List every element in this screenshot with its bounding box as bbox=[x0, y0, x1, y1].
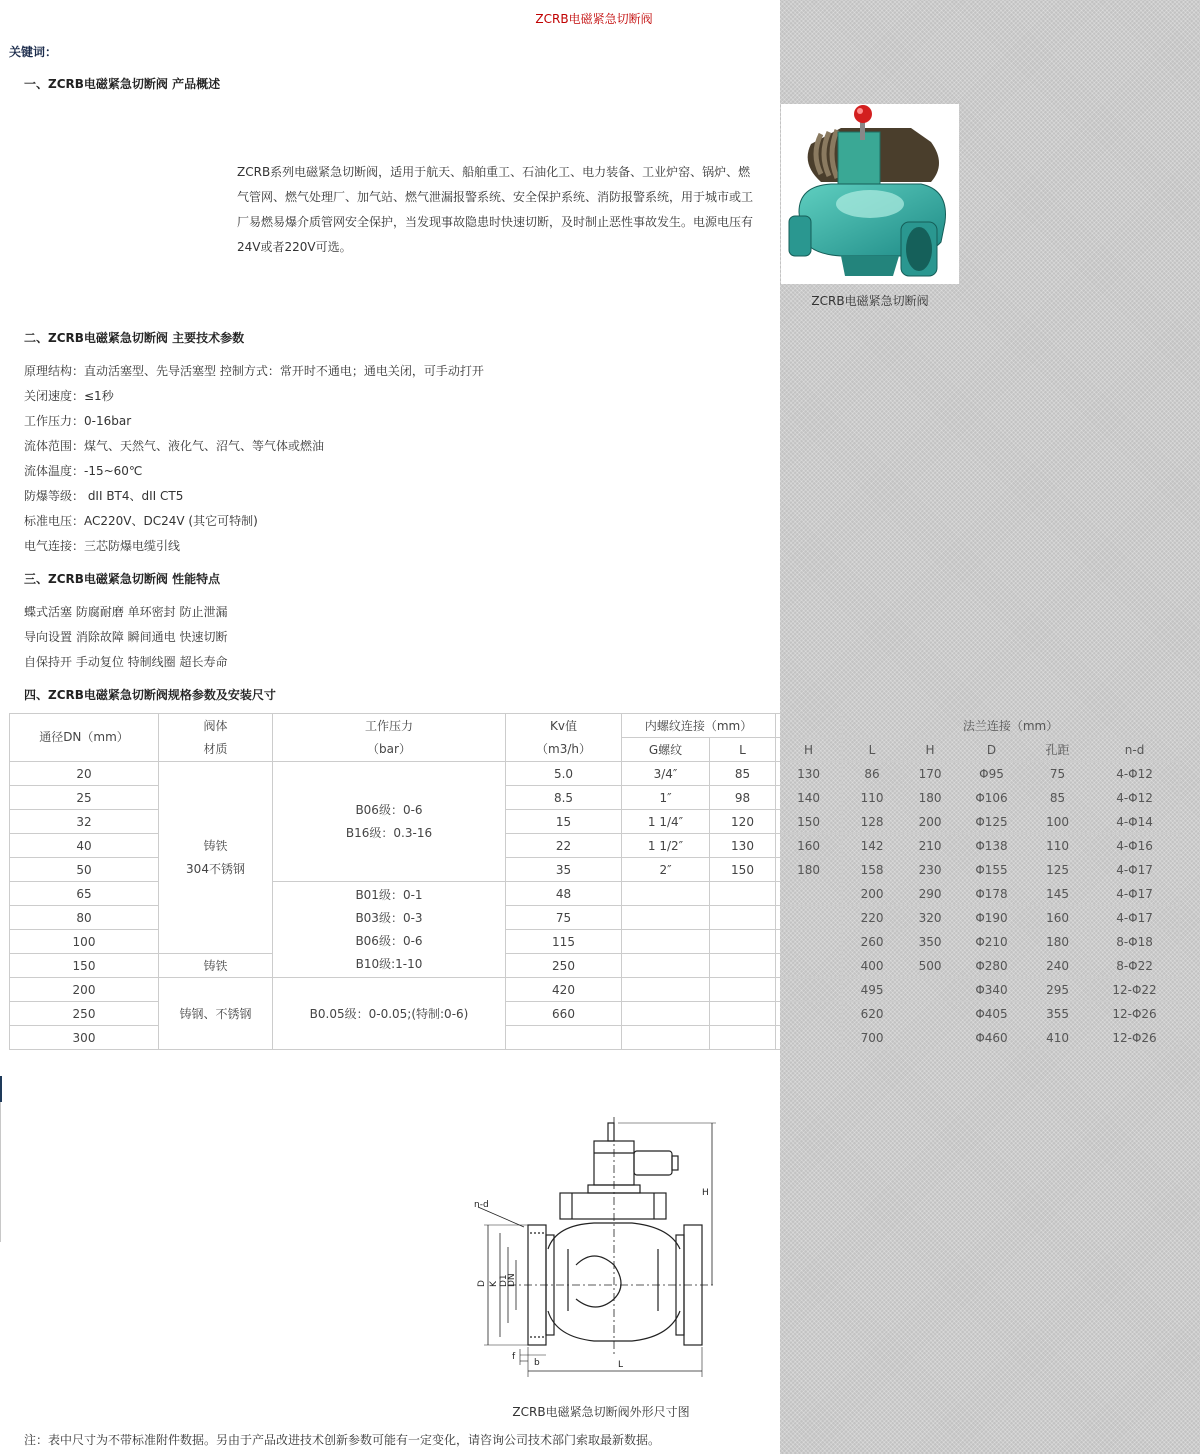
material-cell: 铸铁 304不锈钢 bbox=[159, 762, 273, 954]
header-body-material: 阀体 材质 bbox=[159, 714, 273, 762]
diagram-caption: ZCRB电磁紧急切断阀外形尺寸图 bbox=[512, 1405, 690, 1419]
table-row: 20 铸铁 304不锈钢 B06级：0-6 B16级：0.3-16 5.0 3/4″ 85 130 86 170 Φ95 75 4-Φ12 bbox=[10, 762, 1180, 786]
section-heading-spec-table: 四、ZCRB电磁紧急切断阀规格参数及安装尺寸 bbox=[24, 688, 276, 702]
material-cell: 铸钢、不锈钢 bbox=[159, 978, 273, 1050]
table-row: 100 115 260 350 Φ210 180 8-Φ18 bbox=[10, 930, 1180, 954]
tech-param-structure: 原理结构：直动活塞型、先导活塞型 控制方式：常开时不通电；通电关闭，可手动打开 bbox=[24, 364, 484, 378]
table-row: 32 15 1 1/4″ 120 150 128 200 Φ125 100 4-Φ14 bbox=[10, 810, 1180, 834]
footnote: 注：表中尺寸为不带标准附件数据。另由于产品改进技术创新参数可能有一定变化，请咨询公司技术部门索取最新数据。 bbox=[24, 1433, 661, 1447]
diagram-label-dn: DN bbox=[507, 1273, 517, 1287]
tech-param-electrical: 电气连接：三芯防爆电缆引线 bbox=[24, 539, 181, 553]
tech-param-fluid: 流体范围：煤气、天然气、液化气、沼气、等气体或燃油 bbox=[24, 439, 325, 453]
table-row: 200 铸钢、不锈钢 B0.05级：0-0.05;(特制:0-6) 420 495 Φ340 295 12-Φ22 bbox=[10, 978, 1180, 1002]
feature-line: 导向设置 消除故障 瞬间通电 快速切断 bbox=[24, 630, 228, 644]
spec-table bbox=[9, 713, 1180, 1050]
product-photo-caption: ZCRB电磁紧急切断阀 bbox=[811, 294, 929, 308]
diagram-label-h: H bbox=[702, 1188, 709, 1198]
table-row: 50 35 2″ 150 180 158 230 Φ155 125 4-Φ17 bbox=[10, 858, 1180, 882]
table-row: 250 660 620 Φ405 355 12-Φ26 bbox=[10, 1002, 1180, 1026]
diagram-label-k: K bbox=[489, 1281, 499, 1287]
table-row: 300 700 Φ460 410 12-Φ26 bbox=[10, 1026, 1180, 1050]
table-row: 80 75 220 320 Φ190 160 4-Φ17 bbox=[10, 906, 1180, 930]
diagram-label-nd: n-d bbox=[474, 1200, 489, 1210]
tech-param-temperature: 流体温度：-15~60℃ bbox=[24, 464, 143, 478]
section-heading-overview: 一、ZCRB电磁紧急切断阀 产品概述 bbox=[24, 77, 221, 91]
header-g-thread: G螺纹 bbox=[622, 738, 710, 762]
section-heading-tech-params: 二、ZCRB电磁紧急切断阀 主要技术参数 bbox=[24, 331, 245, 345]
tech-param-voltage: 标准电压：AC220V、DC24V (其它可特制) bbox=[24, 514, 258, 528]
header-flange-d: D bbox=[958, 738, 1026, 762]
tech-param-pressure: 工作压力：0-16bar bbox=[24, 414, 132, 428]
header-working-pressure: 工作压力 （bar） bbox=[273, 714, 506, 762]
pressure-cell: B06级：0-6 B16级：0.3-16 bbox=[273, 762, 506, 882]
header-kv: Kv值 （m3/h） bbox=[506, 714, 622, 762]
table-header-row bbox=[10, 714, 1180, 738]
header-flange-l: L bbox=[842, 738, 903, 762]
edge-marker bbox=[0, 1076, 2, 1102]
header-flange-connection: 法兰连接（mm） bbox=[842, 714, 1180, 738]
edge-divider bbox=[0, 1102, 1, 1242]
diagram-label-d1: D1 bbox=[499, 1274, 509, 1287]
page-title: ZCRB电磁紧急切断阀 bbox=[535, 12, 653, 26]
keywords-label: 关键词： bbox=[9, 45, 58, 59]
header-thread-h: H bbox=[776, 738, 842, 762]
section-heading-features: 三、ZCRB电磁紧急切断阀 性能特点 bbox=[24, 572, 221, 586]
diagram-label-d: D bbox=[477, 1280, 487, 1287]
diagram-label-f: f bbox=[512, 1352, 516, 1362]
header-flange-h: H bbox=[903, 738, 958, 762]
tech-param-closing-speed: 关闭速度：≤1秒 bbox=[24, 389, 114, 403]
table-row: 65 B01级：0-1 B03级：0-3 B06级：0-6 B10级:1-10 48 200 290 Φ178 145 4-Φ17 bbox=[10, 882, 1180, 906]
feature-line: 自保持开 手动复位 特制线圈 超长寿命 bbox=[24, 655, 228, 669]
table-row: 150 铸铁 250 400 500 Φ280 240 8-Φ22 bbox=[10, 954, 1180, 978]
table-row: 25 8.5 1″ 98 140 110 180 Φ106 85 4-Φ12 bbox=[10, 786, 1180, 810]
header-flange-k: 孔距 bbox=[1026, 738, 1090, 762]
table-row: 40 22 1 1/2″ 130 160 142 210 Φ138 110 4-Φ16 bbox=[10, 834, 1180, 858]
header-thread-connection: 内螺纹连接（mm） bbox=[622, 714, 776, 738]
header-thread-l: L bbox=[710, 738, 776, 762]
diagram-label-l: L bbox=[618, 1360, 624, 1370]
material-cell: 铸铁 bbox=[159, 954, 273, 978]
pressure-cell: B0.05级：0-0.05;(特制:0-6) bbox=[273, 978, 506, 1050]
header-flange-nd: n-d bbox=[1090, 738, 1180, 762]
header-dn: 通径DN（mm） bbox=[10, 714, 159, 762]
diagram-label-b: b bbox=[534, 1358, 540, 1368]
tech-param-explosion-proof: 防爆等级： dII BT4、dII CT5 bbox=[24, 489, 184, 503]
pressure-cell: B01级：0-1 B03级：0-3 B06级：0-6 B10级:1-10 bbox=[273, 882, 506, 978]
feature-line: 蝶式活塞 防腐耐磨 单环密封 防止泄漏 bbox=[24, 605, 228, 619]
product-photo bbox=[781, 104, 959, 284]
dimension-diagram bbox=[468, 1115, 718, 1400]
intro-paragraph: ZCRB系列电磁紧急切断阀，适用于航天、船舶重工、石油化工、电力装备、工业炉窑、锅炉、燃气管网、燃气处理厂、加气站、燃气泄漏报警系统、安全保护系统、消防报警系统，用于城市或工厂易燃易爆介质管网安全保护，当发现事故隐患时快速切断，及时制止恶性事故发生。电源电压有24V或者220V可选。 bbox=[237, 165, 754, 254]
